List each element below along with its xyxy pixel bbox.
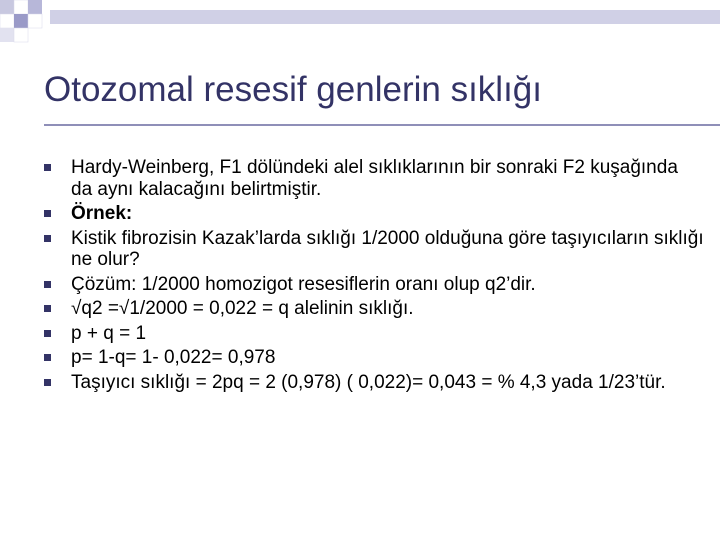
bullet-item (44, 298, 704, 320)
square-bullet-icon (44, 164, 51, 171)
header-square (0, 14, 14, 28)
title-underline (44, 124, 720, 126)
bullet-item (44, 157, 704, 200)
square-bullet-icon (44, 330, 51, 337)
bullet-text: p + q = 1 (71, 322, 147, 344)
bullet-item (44, 274, 704, 296)
bullet-text: Örnek: (71, 203, 133, 224)
square-bullet-icon (44, 281, 51, 288)
header-square (14, 14, 28, 28)
square-bullet-icon (44, 379, 51, 386)
header-square (0, 0, 14, 14)
bullet-text: Taşıyıcı sıklığı = 2pq = 2 (0,978) ( 0,022)= 0,043 = % 4,3 yada 1/23’tür. (71, 371, 666, 393)
square-bullet-icon (44, 235, 51, 242)
bullet-text: Kistik fibrozisin Kazak’larda sıklığı 1/2000 olduğuna göre taşıyıcıların sıklığı ne olur? (71, 227, 704, 270)
decorative-header-graphic (0, 0, 720, 50)
bullet-item (44, 347, 704, 369)
header-square (28, 0, 42, 14)
bullet-text: p= 1-q= 1- 0,022= 0,978 (71, 347, 276, 368)
header-square (28, 14, 42, 28)
bullet-item (44, 228, 704, 271)
bullet-text: √q2 =√1/2000 = 0,022 = q alelinin sıklığı. (71, 298, 414, 319)
bullet-text: Çözüm: 1/2000 homozigot resesiflerin oranı olup q2’dir. (71, 273, 536, 295)
header-square (14, 28, 28, 42)
header-gradient-bar (50, 10, 720, 24)
square-bullet-icon (44, 354, 51, 361)
square-bullet-icon (44, 305, 51, 312)
bullet-list (44, 157, 704, 396)
bullet-item (44, 372, 704, 394)
slide-title: Otozomal resesif genlerin sıklığı (44, 70, 542, 109)
bullet-text: Hardy-Weinberg, F1 dölündeki alel sıklıklarının bir sonraki F2 kuşağında da aynı kalacağını belirtmiştir. (71, 157, 678, 200)
square-bullet-icon (44, 210, 51, 217)
header-square (14, 0, 28, 14)
header-square (0, 28, 14, 42)
bullet-item (44, 323, 704, 345)
bullet-item (44, 203, 704, 225)
